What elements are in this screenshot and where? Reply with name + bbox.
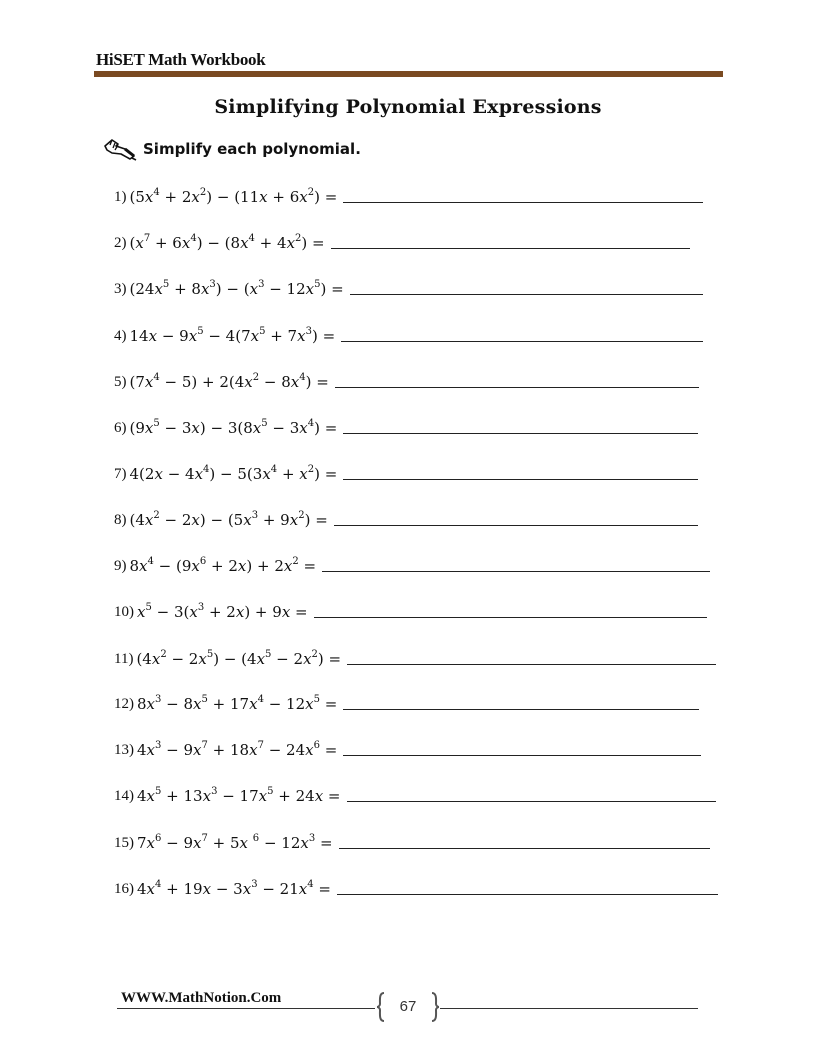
- problem-expression: $x^5 - 3(x^3 + 2x) + 9x$ =: [137, 602, 308, 621]
- answer-blank[interactable]: [343, 433, 698, 434]
- problem-expression: $(5x^4 + 2x^2) - (11x + 6x^2)$ =: [129, 187, 338, 206]
- answer-blank[interactable]: [341, 341, 703, 342]
- problem-number: 11): [114, 651, 134, 667]
- page-title: Simplifying Polynomial Expressions: [214, 96, 602, 118]
- problem-number: 7): [114, 466, 127, 482]
- footer-url: WWW.MathNotion.Com: [121, 990, 282, 1006]
- problem-number: 4): [114, 328, 127, 344]
- answer-blank[interactable]: [335, 387, 699, 388]
- problem-14: [114, 781, 341, 805]
- page-number: 67: [399, 998, 417, 1015]
- answer-blank[interactable]: [343, 755, 701, 756]
- problem-15: [114, 828, 333, 852]
- answer-blank[interactable]: [322, 571, 710, 572]
- problem-number: 16): [114, 881, 134, 897]
- problem-number: 14): [114, 788, 134, 804]
- instruction-text: Simplify each polynomial.: [143, 140, 361, 158]
- problem-12: [114, 689, 337, 713]
- problem-number: 2): [114, 235, 127, 251]
- answer-blank[interactable]: [314, 617, 707, 618]
- problem-number: 1): [114, 189, 127, 205]
- problem-expression: $8x^4 - (9x^6 + 2x) + 2x^2$ =: [129, 556, 317, 575]
- problem-number: 10): [114, 604, 134, 620]
- problem-9: [114, 551, 316, 575]
- answer-blank[interactable]: [339, 848, 710, 849]
- answer-blank[interactable]: [331, 248, 690, 249]
- problem-number: 6): [114, 420, 127, 436]
- answer-blank[interactable]: [337, 894, 718, 895]
- answer-blank[interactable]: [334, 525, 698, 526]
- problem-expression: $(7x^4 - 5) + 2(4x^2 - 8x^4)$ =: [129, 372, 329, 391]
- problem-10: [114, 597, 308, 621]
- problem-16: [114, 874, 331, 898]
- problem-expression: $(24x^5 + 8x^3) - (x^3 - 12x^5)$ =: [129, 279, 344, 298]
- problem-8: [114, 505, 328, 529]
- problem-expression: $4x^4 + 19x - 3x^3 - 21x^4$ =: [137, 879, 331, 898]
- problem-expression: $(4x^2 - 2x) - (5x^3 + 9x^2)$ =: [129, 510, 328, 529]
- workbook-title: HiSET Math Workbook: [96, 50, 266, 69]
- problem-expression: $14x - 9x^5 - 4(7x^5 + 7x^3)$ =: [129, 326, 336, 345]
- problem-number: 8): [114, 512, 127, 528]
- problem-5: [114, 367, 329, 391]
- problem-expression: $4x^3 - 9x^7 + 18x^7 - 24x^6$ =: [137, 740, 338, 759]
- answer-blank[interactable]: [343, 479, 698, 480]
- answer-blank[interactable]: [343, 709, 699, 710]
- problem-expression: $4(2x - 4x^4) - 5(3x^4 + x^2)$ =: [129, 464, 338, 483]
- answer-blank[interactable]: [347, 664, 716, 665]
- right-brace-icon: [430, 992, 440, 1022]
- problem-expression: $(9x^5 - 3x) - 3(8x^5 - 3x^4)$ =: [129, 418, 338, 437]
- problem-number: 13): [114, 742, 134, 758]
- problem-expression: $7x^6 - 9x^7 + 5x$ $^6 - 12x^3$ =: [137, 833, 333, 852]
- problem-number: 3): [114, 281, 127, 297]
- problem-6: [114, 413, 337, 437]
- problem-number: 9): [114, 558, 127, 574]
- problem-expression: $8x^3 - 8x^5 + 17x^4 - 12x^5$ =: [137, 694, 338, 713]
- problem-11: [114, 644, 341, 668]
- problem-2: [114, 228, 325, 252]
- left-brace-icon: [376, 992, 386, 1022]
- answer-blank[interactable]: [347, 801, 717, 802]
- footer-rule-right: [440, 1008, 698, 1009]
- problem-13: [114, 735, 337, 759]
- footer-rule-left: [117, 1008, 375, 1009]
- problem-number: 15): [114, 835, 134, 851]
- answer-blank[interactable]: [350, 294, 703, 295]
- problem-7: [114, 459, 337, 483]
- problem-3: [114, 274, 344, 298]
- problem-expression: $(4x^2 - 2x^5) - (4x^5 - 2x^2)$ =: [136, 649, 342, 668]
- answer-blank[interactable]: [343, 202, 703, 203]
- problem-1: [114, 182, 337, 206]
- problem-expression: $4x^5 + 13x^3 - 17x^5 + 24x$ =: [137, 786, 341, 805]
- problem-4: [114, 321, 335, 345]
- problem-expression: $(x^7 + 6x^4) - (8x^4 + 4x^2)$ =: [129, 233, 325, 252]
- problem-number: 12): [114, 696, 134, 712]
- problem-number: 5): [114, 374, 127, 390]
